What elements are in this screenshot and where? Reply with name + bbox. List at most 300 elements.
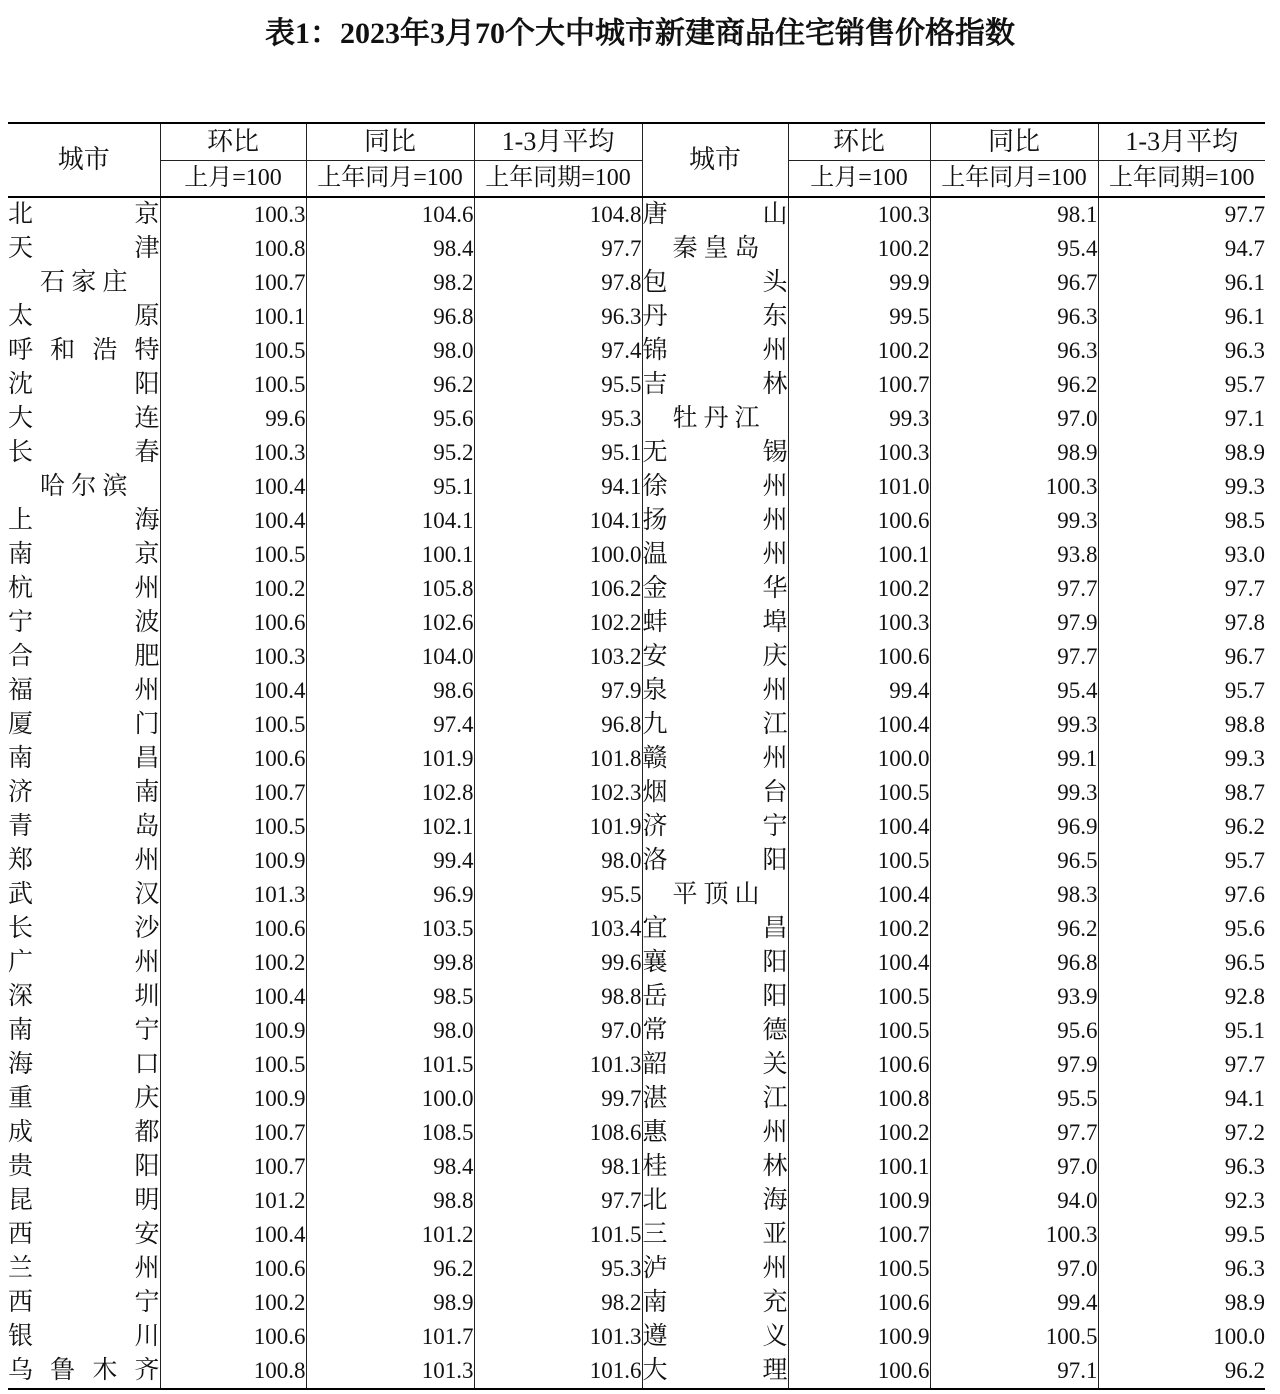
city-name: 扬州	[642, 507, 788, 534]
mom-index: 100.6	[160, 1320, 306, 1354]
yoy-index: 96.3	[930, 334, 1098, 368]
city-name: 沈阳	[8, 371, 160, 398]
mom-index: 100.7	[160, 1116, 306, 1150]
city-name: 长春	[8, 439, 160, 466]
city-name: 哈尔滨	[40, 473, 128, 500]
yoy-index: 101.5	[306, 1048, 474, 1082]
yoy-index: 97.7	[930, 640, 1098, 674]
city-name: 武汉	[8, 881, 160, 908]
avg-index: 97.4	[474, 334, 642, 368]
city-cell	[642, 232, 788, 266]
city-name: 赣州	[642, 745, 788, 772]
page-title: 表1：2023年3月70个大中城市新建商品住宅销售价格指数	[265, 17, 1015, 50]
city-name: 西安	[8, 1221, 160, 1248]
city-name: 南昌	[8, 745, 160, 772]
avg-index: 95.1	[1098, 1014, 1265, 1048]
yoy-index: 95.1	[306, 470, 474, 504]
table-row	[8, 708, 1265, 742]
table-row	[8, 1116, 1265, 1150]
city-name: 包头	[642, 269, 788, 296]
mom-index: 100.2	[788, 572, 930, 606]
city-name: 银川	[8, 1323, 160, 1350]
city-name: 海口	[8, 1051, 160, 1078]
yoy-index: 97.9	[930, 606, 1098, 640]
city-name: 惠州	[642, 1119, 788, 1146]
yoy-index: 97.7	[930, 1116, 1098, 1150]
mom-index: 100.3	[160, 640, 306, 674]
mom-index: 100.8	[160, 1354, 306, 1389]
avg-index: 99.7	[474, 1082, 642, 1116]
table-row	[8, 334, 1265, 368]
city-cell	[642, 1048, 788, 1082]
city-name: 济宁	[642, 813, 788, 840]
city-header-left: 城市	[8, 123, 160, 197]
avg-index: 108.6	[474, 1116, 642, 1150]
yoy-index: 95.4	[930, 232, 1098, 266]
mom-index: 100.5	[160, 708, 306, 742]
avg-index: 94.1	[474, 470, 642, 504]
city-cell	[8, 776, 160, 810]
city-name: 丹东	[642, 303, 788, 330]
avg-index: 99.3	[1098, 742, 1265, 776]
city-cell	[642, 504, 788, 538]
city-cell	[8, 504, 160, 538]
avg-index: 101.3	[474, 1320, 642, 1354]
city-name: 厦门	[8, 711, 160, 738]
yoy-index: 102.6	[306, 606, 474, 640]
mom-index: 100.3	[160, 197, 306, 232]
city-cell	[8, 1184, 160, 1218]
avg-index: 104.8	[474, 197, 642, 232]
yoy-index: 96.8	[306, 300, 474, 334]
yoy-index: 95.5	[930, 1082, 1098, 1116]
city-cell	[642, 300, 788, 334]
city-name: 青岛	[8, 813, 160, 840]
yoy-index: 103.5	[306, 912, 474, 946]
avg-index: 98.5	[1098, 504, 1265, 538]
header-row-bases	[8, 161, 1265, 198]
city-cell	[642, 436, 788, 470]
yoy-index: 98.0	[306, 1014, 474, 1048]
yoy-index: 98.5	[306, 980, 474, 1014]
city-cell	[8, 878, 160, 912]
city-name: 烟台	[642, 779, 788, 806]
yoy-index: 105.8	[306, 572, 474, 606]
yoy-index: 97.9	[930, 1048, 1098, 1082]
table-row	[8, 368, 1265, 402]
city-cell	[642, 1320, 788, 1354]
yoy-index: 99.3	[930, 504, 1098, 538]
yoy-index: 96.2	[306, 1252, 474, 1286]
avg-index: 98.9	[1098, 1286, 1265, 1320]
table-row	[8, 1048, 1265, 1082]
table-row	[8, 197, 1265, 232]
avg-index: 97.7	[474, 1184, 642, 1218]
mom-index: 99.5	[788, 300, 930, 334]
mom-index: 100.4	[788, 810, 930, 844]
city-cell	[8, 572, 160, 606]
avg-index: 99.3	[1098, 470, 1265, 504]
yoy-index: 104.0	[306, 640, 474, 674]
city-cell	[642, 844, 788, 878]
avg-index: 98.1	[474, 1150, 642, 1184]
mom-index: 100.4	[160, 980, 306, 1014]
city-name: 岳阳	[642, 983, 788, 1010]
mom-index: 100.1	[160, 300, 306, 334]
avg-index: 95.3	[474, 402, 642, 436]
mom-index: 100.4	[160, 470, 306, 504]
yoy-index: 99.3	[930, 708, 1098, 742]
header-row-labels	[8, 123, 1265, 161]
yoy-index: 96.2	[930, 912, 1098, 946]
city-name: 广州	[8, 949, 160, 976]
city-name: 南充	[642, 1289, 788, 1316]
yoy-index: 96.2	[306, 368, 474, 402]
mom-index: 100.5	[788, 844, 930, 878]
city-cell	[642, 538, 788, 572]
mom-index: 100.8	[160, 232, 306, 266]
mom-index: 100.4	[160, 1218, 306, 1252]
mom-index: 101.2	[160, 1184, 306, 1218]
table-row	[8, 470, 1265, 504]
mom-index: 100.7	[160, 776, 306, 810]
avg-index: 96.8	[474, 708, 642, 742]
yoy-index: 95.4	[930, 674, 1098, 708]
mom-index: 100.2	[788, 334, 930, 368]
mom-index: 100.4	[788, 946, 930, 980]
avg-index: 97.7	[1098, 572, 1265, 606]
table-row	[8, 844, 1265, 878]
avg-index: 103.4	[474, 912, 642, 946]
mom-index: 100.4	[160, 504, 306, 538]
city-cell	[8, 674, 160, 708]
avg-index: 103.2	[474, 640, 642, 674]
mom-index: 100.8	[788, 1082, 930, 1116]
table-row	[8, 572, 1265, 606]
mom-index: 100.7	[160, 266, 306, 300]
city-cell	[8, 810, 160, 844]
table-row	[8, 1286, 1265, 1320]
price-index-table	[8, 122, 1265, 1390]
avg-index: 97.8	[474, 266, 642, 300]
avg-index: 97.7	[1098, 197, 1265, 232]
city-cell	[8, 980, 160, 1014]
mom-index: 100.5	[160, 538, 306, 572]
avg-index: 104.1	[474, 504, 642, 538]
avg-index: 106.2	[474, 572, 642, 606]
city-name: 温州	[642, 541, 788, 568]
mom-index: 100.6	[160, 742, 306, 776]
city-name: 郑州	[8, 847, 160, 874]
avg-index: 98.8	[474, 980, 642, 1014]
yoy-index: 93.9	[930, 980, 1098, 1014]
yoy-index: 97.7	[930, 572, 1098, 606]
city-cell	[8, 538, 160, 572]
city-cell	[8, 1252, 160, 1286]
city-cell	[642, 946, 788, 980]
city-name: 徐州	[642, 473, 788, 500]
city-name: 金华	[642, 575, 788, 602]
city-name: 西宁	[8, 1289, 160, 1316]
city-name: 重庆	[8, 1085, 160, 1112]
mom-index: 100.5	[160, 810, 306, 844]
avg-index: 101.8	[474, 742, 642, 776]
mom-base-header-left: 上月=100	[160, 161, 306, 198]
city-name: 南京	[8, 541, 160, 568]
table-row	[8, 232, 1265, 266]
yoy-index: 97.1	[930, 1354, 1098, 1389]
table-row	[8, 1082, 1265, 1116]
city-cell	[8, 334, 160, 368]
avg-index: 97.6	[1098, 878, 1265, 912]
city-name: 无锡	[642, 439, 788, 466]
avg-index: 98.2	[474, 1286, 642, 1320]
table-row	[8, 640, 1265, 674]
city-name: 宜昌	[642, 915, 788, 942]
yoy-index: 97.0	[930, 1252, 1098, 1286]
city-name: 大理	[642, 1357, 788, 1384]
mom-index: 100.2	[788, 1116, 930, 1150]
avg-index: 101.3	[474, 1048, 642, 1082]
avg-index: 96.3	[1098, 334, 1265, 368]
avg-index: 101.6	[474, 1354, 642, 1389]
table-row	[8, 1252, 1265, 1286]
yoy-index: 100.5	[930, 1320, 1098, 1354]
avg-index: 98.8	[1098, 708, 1265, 742]
city-cell	[642, 606, 788, 640]
city-name: 南宁	[8, 1017, 160, 1044]
city-cell	[642, 470, 788, 504]
city-cell	[642, 1082, 788, 1116]
yoy-index: 98.3	[930, 878, 1098, 912]
avg-index: 102.2	[474, 606, 642, 640]
mom-index: 100.9	[160, 1082, 306, 1116]
city-cell	[642, 572, 788, 606]
city-name: 桂林	[642, 1153, 788, 1180]
city-name: 吉林	[642, 371, 788, 398]
avg-index: 95.6	[1098, 912, 1265, 946]
yoy-index: 98.1	[930, 197, 1098, 232]
city-cell	[8, 606, 160, 640]
city-name: 石家庄	[40, 269, 128, 296]
city-cell	[8, 946, 160, 980]
city-name: 遵义	[642, 1323, 788, 1350]
avg-index: 97.7	[474, 232, 642, 266]
yoy-index: 94.0	[930, 1184, 1098, 1218]
yoy-index: 100.1	[306, 538, 474, 572]
avg-index: 95.5	[474, 878, 642, 912]
city-cell	[8, 912, 160, 946]
yoy-index: 98.9	[306, 1286, 474, 1320]
mom-index: 100.5	[788, 1014, 930, 1048]
city-name: 洛阳	[642, 847, 788, 874]
avg-index: 100.0	[1098, 1320, 1265, 1354]
mom-index: 100.2	[160, 572, 306, 606]
mom-index: 100.9	[788, 1320, 930, 1354]
mom-index: 100.9	[160, 1014, 306, 1048]
table-row	[8, 1218, 1265, 1252]
city-cell	[8, 640, 160, 674]
table-row	[8, 980, 1265, 1014]
table-row	[8, 266, 1265, 300]
table-row	[8, 674, 1265, 708]
yoy-index: 98.9	[930, 436, 1098, 470]
city-cell	[8, 1354, 160, 1389]
city-name: 贵阳	[8, 1153, 160, 1180]
mom-index: 100.7	[788, 368, 930, 402]
yoy-index: 102.1	[306, 810, 474, 844]
yoy-index: 98.8	[306, 1184, 474, 1218]
city-name: 唐山	[642, 201, 788, 228]
yoy-index: 98.0	[306, 334, 474, 368]
avg-index: 100.0	[474, 538, 642, 572]
yoy-index: 104.1	[306, 504, 474, 538]
avg-index: 97.2	[1098, 1116, 1265, 1150]
city-cell	[642, 912, 788, 946]
city-name: 济南	[8, 779, 160, 806]
yoy-index: 98.6	[306, 674, 474, 708]
table-row	[8, 776, 1265, 810]
city-cell	[8, 266, 160, 300]
avg-index: 101.5	[474, 1218, 642, 1252]
city-name: 锦州	[642, 337, 788, 364]
city-cell	[8, 1082, 160, 1116]
city-name: 三亚	[642, 1221, 788, 1248]
city-name: 长沙	[8, 915, 160, 942]
city-cell	[8, 470, 160, 504]
avg-index: 97.9	[474, 674, 642, 708]
mom-index: 100.6	[160, 606, 306, 640]
avg-index: 96.3	[474, 300, 642, 334]
yoy-index: 104.6	[306, 197, 474, 232]
city-cell	[8, 402, 160, 436]
mom-index: 99.9	[788, 266, 930, 300]
avg-index: 97.0	[474, 1014, 642, 1048]
yoy-index: 101.2	[306, 1218, 474, 1252]
city-name: 乌鲁木齐	[8, 1357, 160, 1384]
city-cell	[8, 1286, 160, 1320]
yoy-index: 101.3	[306, 1354, 474, 1389]
yoy-index: 96.7	[930, 266, 1098, 300]
yoy-index: 96.9	[306, 878, 474, 912]
city-cell	[8, 1116, 160, 1150]
yoy-index: 102.8	[306, 776, 474, 810]
yoy-index: 96.3	[930, 300, 1098, 334]
city-name: 泉州	[642, 677, 788, 704]
avg-index: 92.8	[1098, 980, 1265, 1014]
mom-index: 100.9	[788, 1184, 930, 1218]
avg-index: 95.3	[474, 1252, 642, 1286]
city-name: 湛江	[642, 1085, 788, 1112]
table-row	[8, 1014, 1265, 1048]
city-name: 合肥	[8, 643, 160, 670]
table-row	[8, 946, 1265, 980]
table-row	[8, 1354, 1265, 1389]
yoy-index: 98.2	[306, 266, 474, 300]
mom-index: 100.6	[788, 1048, 930, 1082]
mom-index: 101.0	[788, 470, 930, 504]
city-header-right: 城市	[642, 123, 788, 197]
mom-header-left: 环比	[160, 123, 306, 161]
avg-index: 96.1	[1098, 300, 1265, 334]
city-cell	[642, 266, 788, 300]
city-cell	[642, 878, 788, 912]
yoy-index: 93.8	[930, 538, 1098, 572]
yoy-base-header-left: 上年同月=100	[306, 161, 474, 198]
avg-header-left: 1-3月平均	[474, 123, 642, 161]
yoy-header-left: 同比	[306, 123, 474, 161]
city-name: 常德	[642, 1017, 788, 1044]
yoy-header-right: 同比	[930, 123, 1098, 161]
city-cell	[8, 1048, 160, 1082]
avg-index: 95.7	[1098, 368, 1265, 402]
mom-index: 101.3	[160, 878, 306, 912]
mom-index: 100.3	[160, 436, 306, 470]
avg-index: 96.2	[1098, 810, 1265, 844]
avg-index: 96.7	[1098, 640, 1265, 674]
yoy-index: 100.0	[306, 1082, 474, 1116]
city-name: 蚌埠	[642, 609, 788, 636]
yoy-index: 99.4	[930, 1286, 1098, 1320]
city-name: 韶关	[642, 1051, 788, 1078]
city-name: 深圳	[8, 983, 160, 1010]
city-name: 北京	[8, 201, 160, 228]
city-cell	[642, 980, 788, 1014]
yoy-index: 99.3	[930, 776, 1098, 810]
mom-index: 100.6	[788, 1286, 930, 1320]
city-cell	[8, 742, 160, 776]
city-name: 牡丹江	[672, 405, 760, 432]
yoy-index: 98.4	[306, 1150, 474, 1184]
mom-index: 100.4	[788, 708, 930, 742]
mom-index: 100.0	[788, 742, 930, 776]
table-header	[8, 123, 1265, 197]
mom-index: 100.9	[160, 844, 306, 878]
mom-index: 100.5	[788, 776, 930, 810]
city-cell	[642, 674, 788, 708]
avg-index: 96.5	[1098, 946, 1265, 980]
avg-index: 95.7	[1098, 674, 1265, 708]
mom-index: 100.3	[788, 606, 930, 640]
city-cell	[642, 776, 788, 810]
yoy-index: 97.0	[930, 402, 1098, 436]
avg-index: 95.5	[474, 368, 642, 402]
mom-index: 100.6	[160, 1252, 306, 1286]
yoy-index: 96.2	[930, 368, 1098, 402]
city-cell	[642, 368, 788, 402]
table-row	[8, 606, 1265, 640]
avg-index: 97.7	[1098, 1048, 1265, 1082]
city-cell	[8, 232, 160, 266]
city-cell	[8, 1320, 160, 1354]
table-row	[8, 810, 1265, 844]
table-row	[8, 538, 1265, 572]
table-row	[8, 878, 1265, 912]
table-row	[8, 504, 1265, 538]
city-name: 九江	[642, 711, 788, 738]
city-cell	[8, 300, 160, 334]
avg-index: 93.0	[1098, 538, 1265, 572]
city-name: 上海	[8, 507, 160, 534]
city-cell	[642, 1116, 788, 1150]
city-cell	[642, 334, 788, 368]
yoy-index: 97.4	[306, 708, 474, 742]
city-name: 大连	[8, 405, 160, 432]
table-row	[8, 1150, 1265, 1184]
mom-index: 100.2	[788, 912, 930, 946]
table-row	[8, 1320, 1265, 1354]
city-name: 兰州	[8, 1255, 160, 1282]
